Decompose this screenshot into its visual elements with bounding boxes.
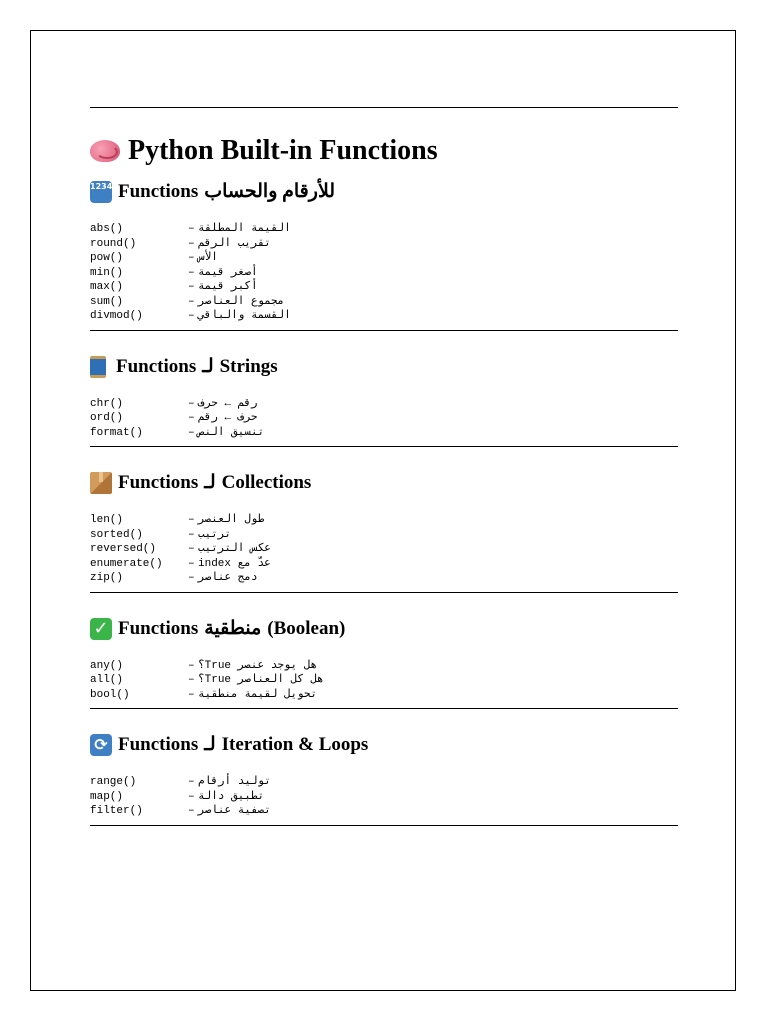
function-description: تطبيق دالة <box>198 790 265 803</box>
section-heading-suffix: Iteration & Loops <box>221 734 369 755</box>
dash-separator: – <box>188 397 195 410</box>
function-list <box>90 397 678 441</box>
function-row <box>90 222 678 237</box>
section-4 <box>90 708 678 819</box>
function-name: format() <box>90 426 143 439</box>
function-row <box>90 804 678 819</box>
function-row <box>90 571 678 586</box>
function-row <box>90 688 678 703</box>
function-name: len() <box>90 514 124 526</box>
function-description: أصغر قيمة <box>198 266 258 279</box>
function-description: توليد أرقام <box>198 776 271 788</box>
dash-separator: – <box>188 776 195 788</box>
dash-separator: – <box>188 528 195 541</box>
function-name: bool() <box>90 688 130 701</box>
function-name: map() <box>90 790 124 803</box>
function-name: range() <box>90 776 137 788</box>
function-row <box>90 557 678 572</box>
dash-separator: – <box>188 790 195 803</box>
function-name: zip() <box>90 572 124 584</box>
bottom-divider <box>90 825 678 826</box>
top-divider <box>90 107 678 108</box>
function-row <box>90 775 678 790</box>
function-list <box>90 659 678 703</box>
page-title-text: Python Built-in Functions <box>128 135 438 166</box>
dash-separator: – <box>188 223 195 235</box>
section-divider <box>90 446 678 447</box>
dash-separator: – <box>188 805 195 817</box>
function-name: abs() <box>90 223 124 235</box>
section-heading-prefix: Functions <box>118 472 199 493</box>
dash-separator: – <box>188 295 195 308</box>
function-description: ترتيب <box>198 528 232 541</box>
function-name: any() <box>90 659 124 672</box>
function-name: ord() <box>90 412 124 424</box>
function-row <box>90 528 678 543</box>
section-heading-suffix: (Boolean) <box>267 617 346 639</box>
function-list <box>90 775 678 819</box>
function-list <box>90 222 678 324</box>
section-heading-arabic: لـ <box>204 734 216 755</box>
function-description: تحويل لقيمة منطقية <box>198 688 318 701</box>
section-1 <box>90 330 678 441</box>
dash-separator: – <box>188 557 195 570</box>
section-heading-arabic: لـ <box>202 355 214 377</box>
numbers-icon: 1234 <box>90 181 112 203</box>
function-row <box>90 513 678 528</box>
section-heading-arabic: للأرقام والحساب <box>204 181 336 202</box>
spool-icon <box>90 356 106 378</box>
dash-separator: – <box>188 659 195 672</box>
function-description: عكس الترتيب <box>198 543 271 555</box>
section-heading-arabic: لـ <box>204 472 216 493</box>
section-heading-prefix: Functions <box>116 355 197 377</box>
package-icon <box>90 472 112 494</box>
function-description: القسمة والباقي <box>198 310 291 322</box>
function-name: all() <box>90 674 124 686</box>
dash-separator: – <box>188 412 195 424</box>
function-row <box>90 266 678 281</box>
function-description: حرف ← رقم <box>198 412 258 424</box>
section-heading <box>90 471 678 495</box>
dash-separator: – <box>188 688 195 701</box>
dash-separator: – <box>188 514 195 526</box>
function-row <box>90 542 678 557</box>
dash-separator: – <box>188 543 195 555</box>
function-name: pow() <box>90 252 124 264</box>
function-name: sorted() <box>90 528 143 541</box>
function-description: أكبر قيمة <box>198 281 258 293</box>
section-heading <box>90 617 678 641</box>
function-description: عدّ مع index <box>198 557 271 570</box>
dash-separator: – <box>188 572 195 584</box>
function-description: طول العنصر <box>198 514 265 526</box>
function-name: max() <box>90 281 124 293</box>
function-name: divmod() <box>90 310 143 322</box>
function-name: filter() <box>90 805 143 817</box>
function-row <box>90 237 678 252</box>
section-heading <box>90 733 678 757</box>
function-name: round() <box>90 237 137 250</box>
function-name: min() <box>90 266 124 279</box>
section-heading-suffix: Collections <box>221 472 312 493</box>
dash-separator: – <box>188 426 195 439</box>
section-heading <box>90 355 678 379</box>
function-row <box>90 790 678 805</box>
dash-separator: – <box>188 237 195 250</box>
function-name: sum() <box>90 295 124 308</box>
function-name: chr() <box>90 397 124 410</box>
section-divider <box>90 708 678 709</box>
sections-container <box>90 180 678 826</box>
section-3 <box>90 592 678 703</box>
section-divider <box>90 330 678 331</box>
section-divider <box>90 592 678 593</box>
dash-separator: – <box>188 252 195 264</box>
dash-separator: – <box>188 310 195 322</box>
section-heading-arabic: منطقية <box>204 617 262 639</box>
brain-icon <box>90 140 120 162</box>
function-name: enumerate() <box>90 557 163 570</box>
function-description: تنسيق النص <box>198 426 265 439</box>
section-heading <box>90 180 678 204</box>
document-page <box>30 30 736 991</box>
page-title <box>90 134 678 168</box>
document-content <box>90 107 678 826</box>
loop-icon: ⟳ <box>90 734 112 756</box>
function-description: هل يوجد عنصر True؟ <box>198 659 318 672</box>
function-list <box>90 513 678 586</box>
dash-separator: – <box>188 281 195 293</box>
function-row <box>90 673 678 688</box>
dash-separator: – <box>188 674 195 686</box>
function-description: دمج عناصر <box>198 572 258 584</box>
function-row <box>90 397 678 412</box>
section-heading-prefix: Functions <box>118 617 199 639</box>
function-description: القيمة المطلقة <box>198 223 291 235</box>
function-row <box>90 280 678 295</box>
function-row <box>90 411 678 426</box>
function-description: مجموع العناصر <box>198 295 285 308</box>
check-icon: ✓ <box>90 618 112 640</box>
function-row <box>90 309 678 324</box>
function-description: هل كل العناصر True؟ <box>198 674 324 686</box>
function-row <box>90 426 678 441</box>
function-description: رقم ← حرف <box>198 397 258 410</box>
section-heading-suffix: Strings <box>219 355 278 377</box>
function-description: تقريب الرقم <box>198 237 271 250</box>
section-heading-prefix: Functions <box>118 734 199 755</box>
function-row <box>90 295 678 310</box>
dash-separator: – <box>188 266 195 279</box>
function-row <box>90 251 678 266</box>
function-name: reversed() <box>90 543 157 555</box>
function-description: تصفية عناصر <box>198 805 271 817</box>
section-2 <box>90 446 678 586</box>
function-row <box>90 659 678 674</box>
section-heading-prefix: Functions <box>118 181 199 202</box>
function-description: الأس <box>198 252 218 264</box>
section-0 <box>90 180 678 324</box>
